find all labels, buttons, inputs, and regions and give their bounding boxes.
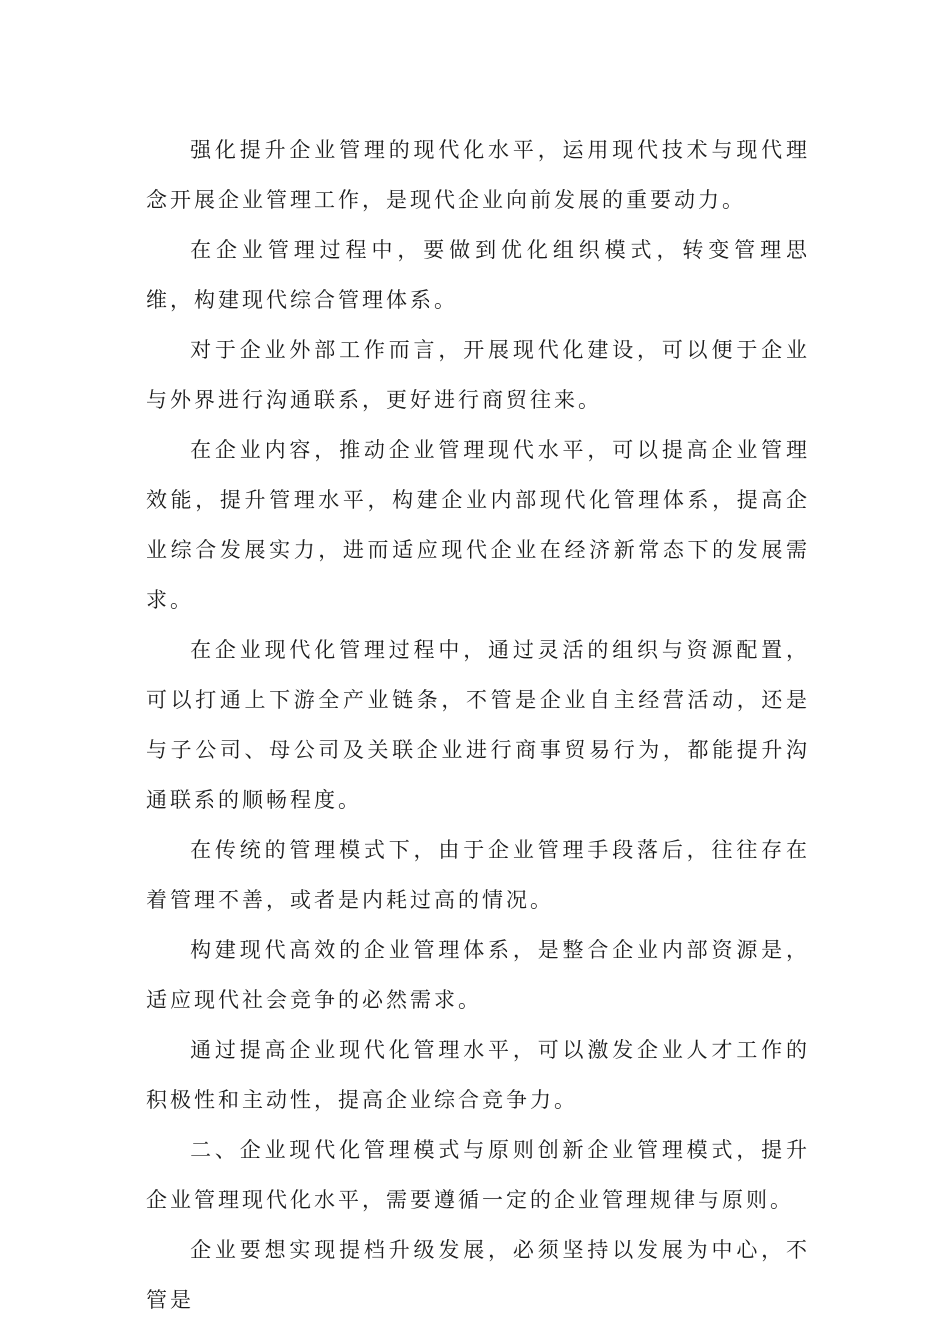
paragraph-1: 强化提升企业管理的现代化水平，运用现代技术与现代理念开展企业管理工作，是现代企业向前发展的重要动力。 <box>146 138 810 212</box>
document-body <box>146 125 810 1325</box>
paragraph-8: 通过提高企业现代化管理水平，可以激发企业人才工作的积极性和主动性，提高企业综合竞争力。 <box>146 1038 810 1112</box>
paragraph-2: 在企业管理过程中，要做到优化组织模式，转变管理思维，构建现代综合管理体系。 <box>146 238 810 312</box>
paragraph-3: 对于企业外部工作而言，开展现代化建设，可以便于企业与外界进行沟通联系，更好进行商贸往来。 <box>146 338 810 412</box>
paragraph-5: 在企业现代化管理过程中，通过灵活的组织与资源配置，可以打通上下游全产业链条，不管是企业自主经营活动，还是与子公司、母公司及关联企业进行商事贸易行为，都能提升沟通联系的顺畅程度。 <box>146 638 810 812</box>
paragraph-6: 在传统的管理模式下，由于企业管理手段落后，往往存在着管理不善，或者是内耗过高的情况。 <box>146 838 810 912</box>
section-heading-paragraph: 二、企业现代化管理模式与原则创新企业管理模式，提升企业管理现代化水平，需要遵循一定的企业管理规律与原则。 <box>146 1138 810 1212</box>
paragraph-7: 构建现代高效的企业管理体系，是整合企业内部资源是，适应现代社会竞争的必然需求。 <box>146 938 810 1012</box>
paragraph-10: 企业要想实现提档升级发展，必须坚持以发展为中心，不管是 <box>146 1238 810 1312</box>
paragraph-4: 在企业内容，推动企业管理现代水平，可以提高企业管理效能，提升管理水平，构建企业内部现代化管理体系，提高企业综合发展实力，进而适应现代企业在经济新常态下的发展需求。 <box>146 438 810 612</box>
